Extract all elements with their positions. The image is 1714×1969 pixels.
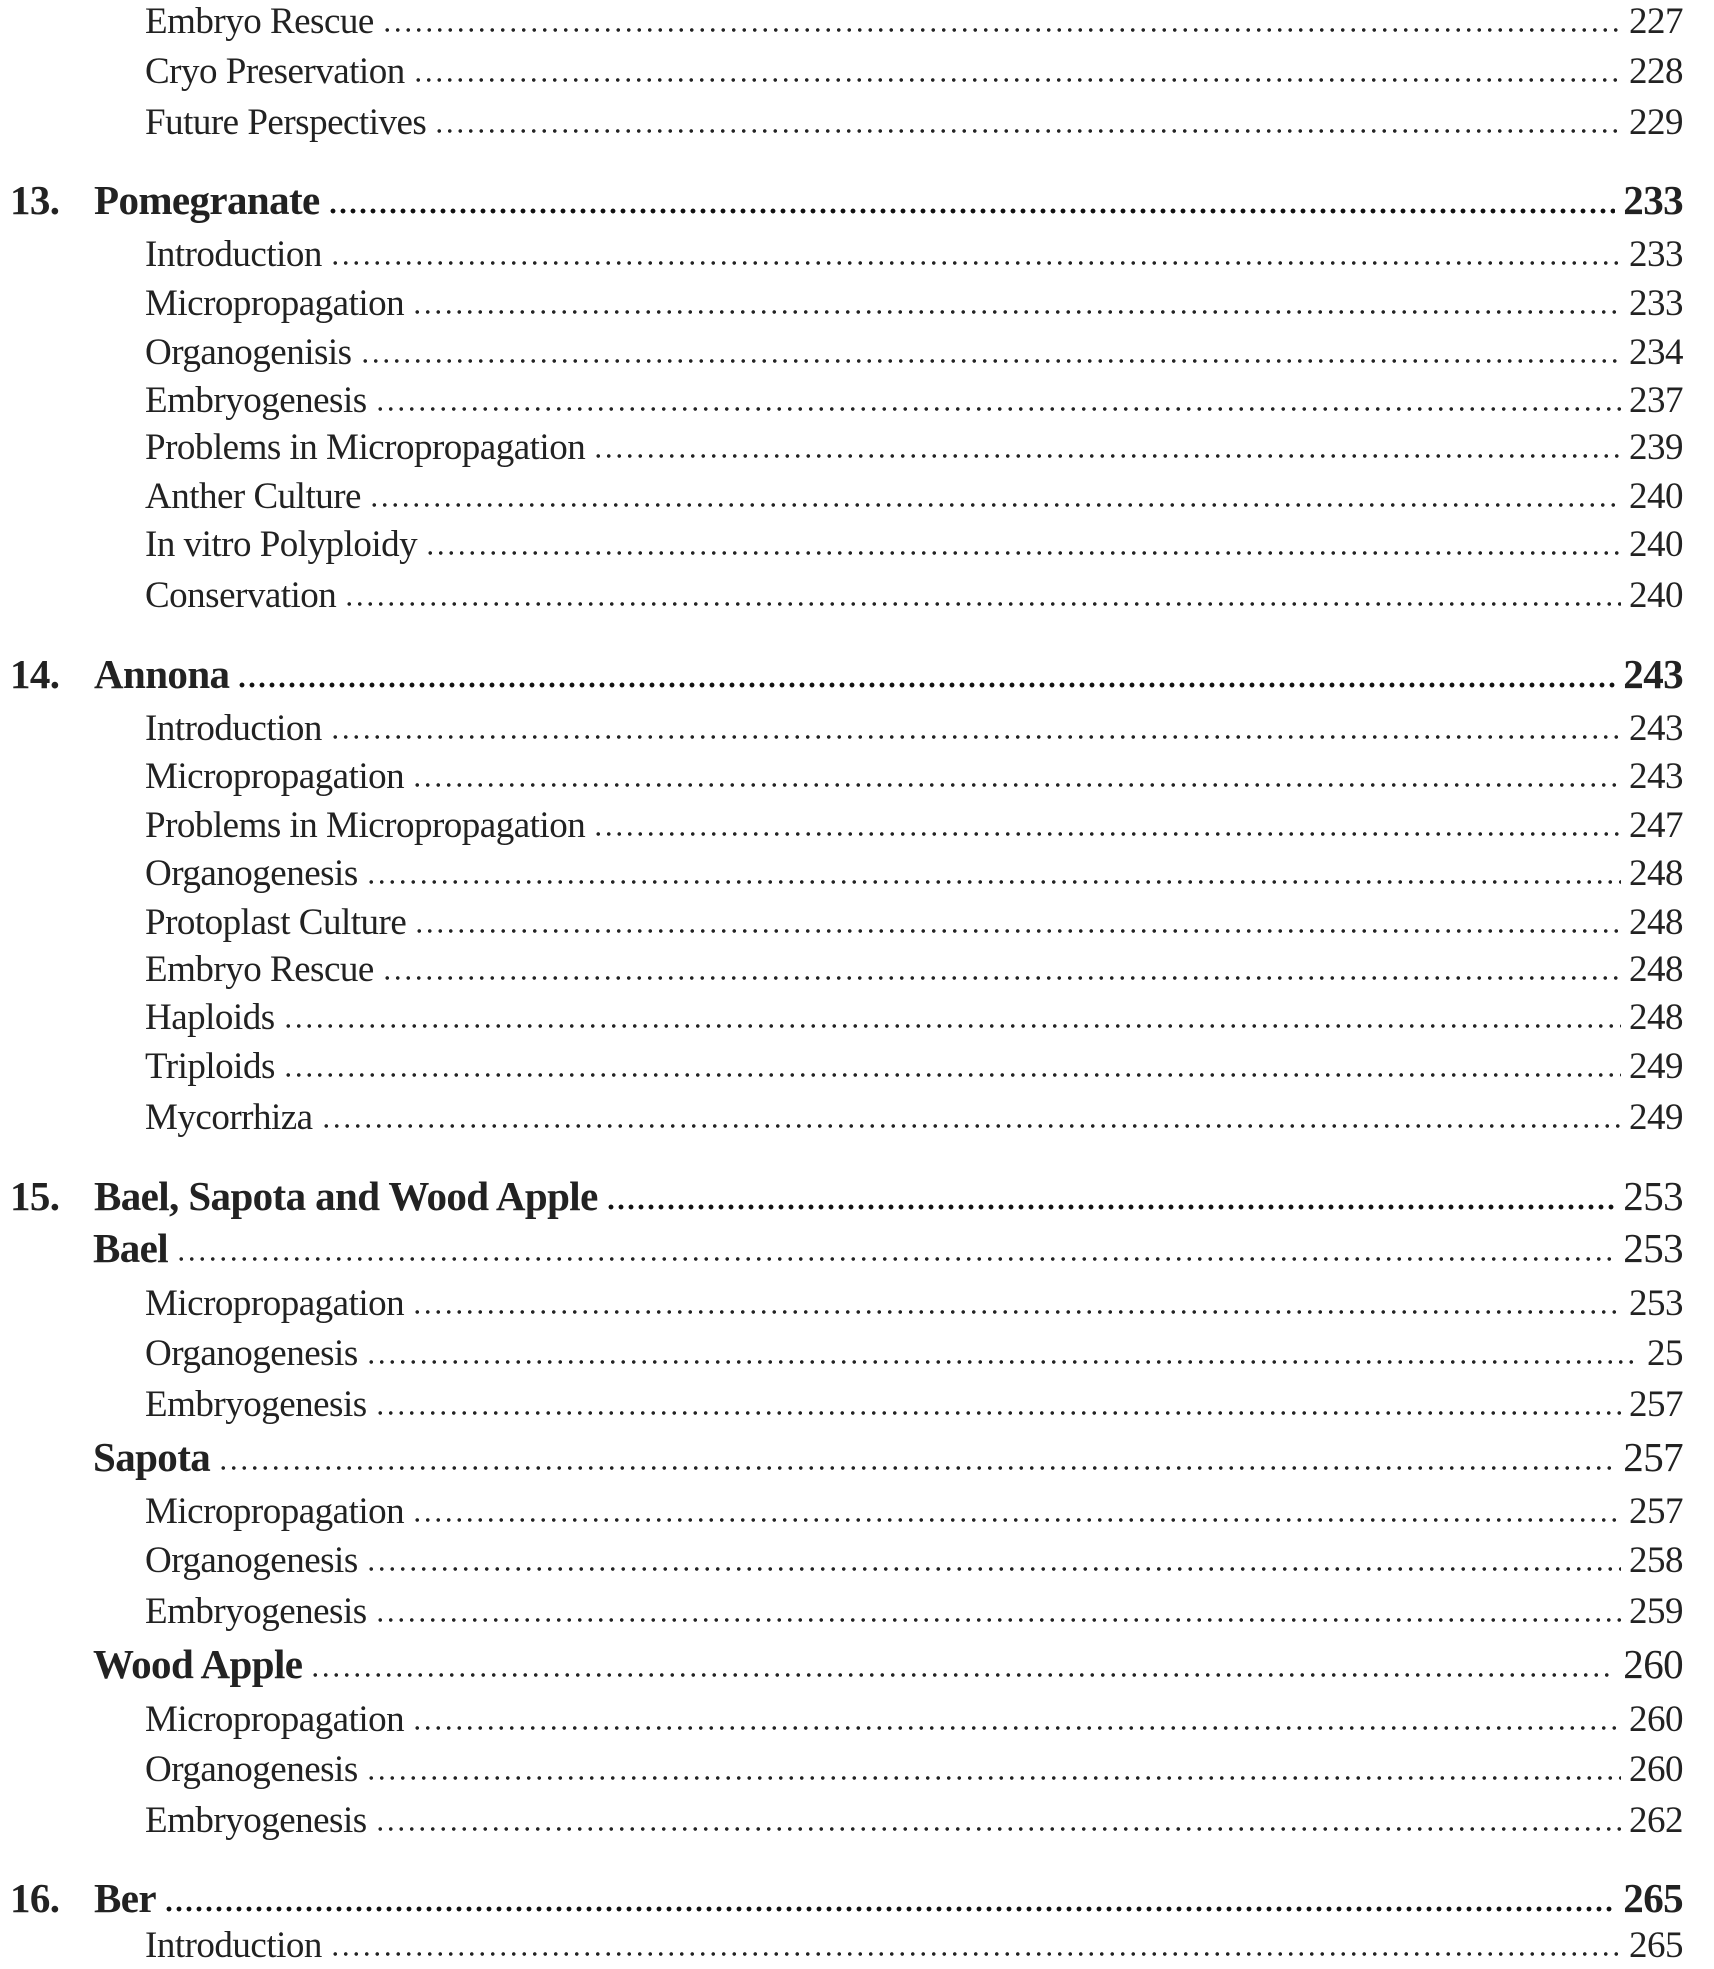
dot-leader (330, 734, 1621, 740)
page-number: 237 (1629, 380, 1683, 421)
toc-section-entry[interactable] (0, 1641, 1683, 1687)
page-number: 248 (1629, 902, 1683, 943)
dot-leader (176, 1256, 1615, 1262)
toc-chapter-entry[interactable] (0, 177, 1683, 223)
dot-leader (606, 1204, 1616, 1210)
entry-title: Micropropagation (145, 1491, 405, 1532)
dot-leader (593, 831, 1621, 837)
entry-title: Mycorrhiza (145, 1097, 313, 1138)
dot-leader (366, 879, 1621, 885)
page-number: 243 (1623, 651, 1683, 697)
dot-leader (330, 260, 1621, 266)
entry-title: Future Perspectives (145, 102, 427, 143)
entry-title: Micropropagation (145, 756, 405, 797)
chapter-number: 16. (10, 1875, 60, 1921)
toc-entry[interactable] (0, 1382, 1683, 1428)
toc-entry[interactable] (0, 1747, 1683, 1793)
dot-leader (366, 1775, 1621, 1781)
page-number: 227 (1629, 1, 1683, 42)
dot-leader (310, 1672, 1615, 1678)
chapter-number: 13. (10, 177, 60, 223)
chapter-number: 14. (10, 651, 60, 697)
toc-entry[interactable] (0, 1044, 1683, 1090)
toc-entry[interactable] (0, 1281, 1683, 1327)
dot-leader (360, 358, 1621, 364)
dot-leader (369, 502, 1621, 508)
entry-title: Bael (93, 1225, 169, 1271)
entry-title: Organogenesis (145, 853, 358, 894)
dot-leader (413, 77, 1621, 83)
entry-title: Organogenesis (145, 1540, 358, 1581)
entry-title: Protoplast Culture (145, 902, 407, 943)
page-number: 253 (1623, 1225, 1683, 1271)
page-number: 260 (1623, 1641, 1683, 1687)
page-number: 257 (1629, 1384, 1683, 1425)
toc-entry[interactable] (0, 281, 1683, 327)
dot-leader (425, 550, 1621, 556)
entry-title: Introduction (145, 708, 322, 749)
toc-entry[interactable] (0, 1589, 1683, 1635)
toc-entry[interactable] (0, 754, 1683, 800)
dot-leader (344, 601, 1621, 607)
entry-title: Triploids (145, 1046, 275, 1087)
page-number: 247 (1629, 805, 1683, 846)
page-number: 260 (1629, 1699, 1683, 1740)
entry-title: Embryogenesis (145, 380, 367, 421)
toc-entry[interactable] (0, 995, 1683, 1041)
toc-entry[interactable] (0, 900, 1683, 946)
entry-title: Embryogenesis (145, 1591, 367, 1632)
dot-leader (366, 1566, 1621, 1572)
page-number: 240 (1629, 476, 1683, 517)
entry-title: Introduction (145, 1925, 322, 1966)
dot-leader (328, 208, 1616, 214)
page-number: 248 (1629, 853, 1683, 894)
dot-leader (375, 406, 1621, 412)
entry-title: Micropropagation (145, 283, 405, 324)
dot-leader (375, 1826, 1621, 1832)
toc-entry[interactable] (0, 425, 1683, 471)
page-number: 239 (1629, 427, 1683, 468)
entry-title: Organogenesis (145, 1333, 358, 1374)
entry-title: Micropropagation (145, 1283, 405, 1324)
entry-title: Sapota (93, 1434, 211, 1480)
entry-title: Embryo Rescue (145, 949, 374, 990)
toc-entry[interactable] (0, 851, 1683, 897)
page-number: 265 (1629, 1925, 1683, 1966)
page-number: 258 (1629, 1540, 1683, 1581)
page-number: 257 (1629, 1491, 1683, 1532)
toc-entry[interactable] (0, 49, 1683, 95)
entry-title: Annona (94, 651, 230, 697)
toc-entry[interactable] (0, 330, 1683, 376)
entry-title: Ber (94, 1875, 156, 1921)
toc-entry[interactable] (0, 573, 1683, 619)
entry-title: Introduction (145, 234, 322, 275)
entry-title: Organogenisis (145, 332, 352, 373)
toc-entry[interactable] (0, 706, 1683, 752)
toc-entry[interactable] (0, 378, 1683, 424)
dot-leader (412, 309, 1621, 315)
dot-leader (375, 1617, 1621, 1623)
page-number: 240 (1629, 575, 1683, 616)
entry-title: Micropropagation (145, 1699, 405, 1740)
page-number: 243 (1629, 708, 1683, 749)
page-number: 233 (1629, 234, 1683, 275)
page-number: 249 (1629, 1097, 1683, 1138)
dot-leader (434, 128, 1621, 134)
toc-entry[interactable] (0, 232, 1683, 278)
page-number: 229 (1629, 102, 1683, 143)
entry-title: Conservation (145, 575, 337, 616)
dot-leader (412, 782, 1621, 788)
dot-leader (412, 1725, 1621, 1731)
toc-entry[interactable] (0, 522, 1683, 568)
dot-leader (593, 453, 1621, 459)
dot-leader (218, 1465, 1615, 1471)
dot-leader (382, 975, 1621, 981)
page-number: 243 (1629, 756, 1683, 797)
page-number: 249 (1629, 1046, 1683, 1087)
dot-leader (330, 1951, 1621, 1957)
dot-leader (321, 1123, 1621, 1129)
toc-chapter-entry[interactable] (0, 1173, 1683, 1219)
dot-leader (237, 682, 1615, 688)
entry-title: Cryo Preservation (145, 51, 405, 92)
entry-title: In vitro Polyploidy (145, 524, 418, 565)
toc-entry[interactable] (0, 1798, 1683, 1844)
toc-section-entry[interactable] (0, 1225, 1683, 1271)
toc-entry[interactable] (0, 100, 1683, 146)
toc-entry[interactable] (0, 1538, 1683, 1584)
dot-leader (283, 1023, 1621, 1029)
page-number: 262 (1629, 1800, 1683, 1841)
page-number: 260 (1629, 1749, 1683, 1790)
page-number: 25 (1647, 1333, 1683, 1374)
chapter-number: 15. (10, 1173, 60, 1219)
page-number: 265 (1623, 1875, 1683, 1921)
dot-leader (382, 27, 1621, 33)
page-number: 259 (1629, 1591, 1683, 1632)
toc-entry[interactable] (0, 1489, 1683, 1535)
page-number: 240 (1629, 524, 1683, 565)
toc-entry[interactable] (0, 474, 1683, 520)
entry-title: Embryogenesis (145, 1800, 367, 1841)
toc-entry[interactable] (0, 0, 1683, 45)
toc-entry[interactable] (0, 947, 1683, 993)
page-number: 234 (1629, 332, 1683, 373)
dot-leader (375, 1410, 1621, 1416)
dot-leader (164, 1906, 1615, 1912)
toc-entry[interactable] (0, 1923, 1683, 1969)
entry-title: Problems in Micropropagation (145, 427, 586, 468)
entry-title: Problems in Micropropagation (145, 805, 586, 846)
toc-chapter-entry[interactable] (0, 651, 1683, 697)
toc-entry[interactable] (0, 1697, 1683, 1743)
dot-leader (366, 1359, 1639, 1365)
dot-leader (412, 1309, 1621, 1315)
entry-title: Bael, Sapota and Wood Apple (94, 1173, 598, 1219)
page-number: 233 (1623, 177, 1683, 223)
dot-leader (412, 1517, 1621, 1523)
entry-title: Embryogenesis (145, 1384, 367, 1425)
page-number: 253 (1629, 1283, 1683, 1324)
page-number: 248 (1629, 997, 1683, 1038)
entry-title: Anther Culture (145, 476, 361, 517)
page-number: 228 (1629, 51, 1683, 92)
toc-entry[interactable] (0, 803, 1683, 849)
toc-entry[interactable] (0, 1331, 1683, 1377)
toc-chapter-entry[interactable] (0, 1875, 1683, 1921)
entry-title: Pomegranate (94, 177, 320, 223)
entry-title: Organogenesis (145, 1749, 358, 1790)
page-number: 253 (1623, 1173, 1683, 1219)
page-number: 233 (1629, 283, 1683, 324)
page-number: 257 (1623, 1434, 1683, 1480)
dot-leader (414, 928, 1621, 934)
entry-title: Embryo Rescue (145, 1, 374, 42)
entry-title: Haploids (145, 997, 275, 1038)
page-number: 248 (1629, 949, 1683, 990)
entry-title: Wood Apple (93, 1641, 303, 1687)
dot-leader (283, 1072, 1621, 1078)
toc-entry[interactable] (0, 1095, 1683, 1141)
toc-section-entry[interactable] (0, 1434, 1683, 1480)
